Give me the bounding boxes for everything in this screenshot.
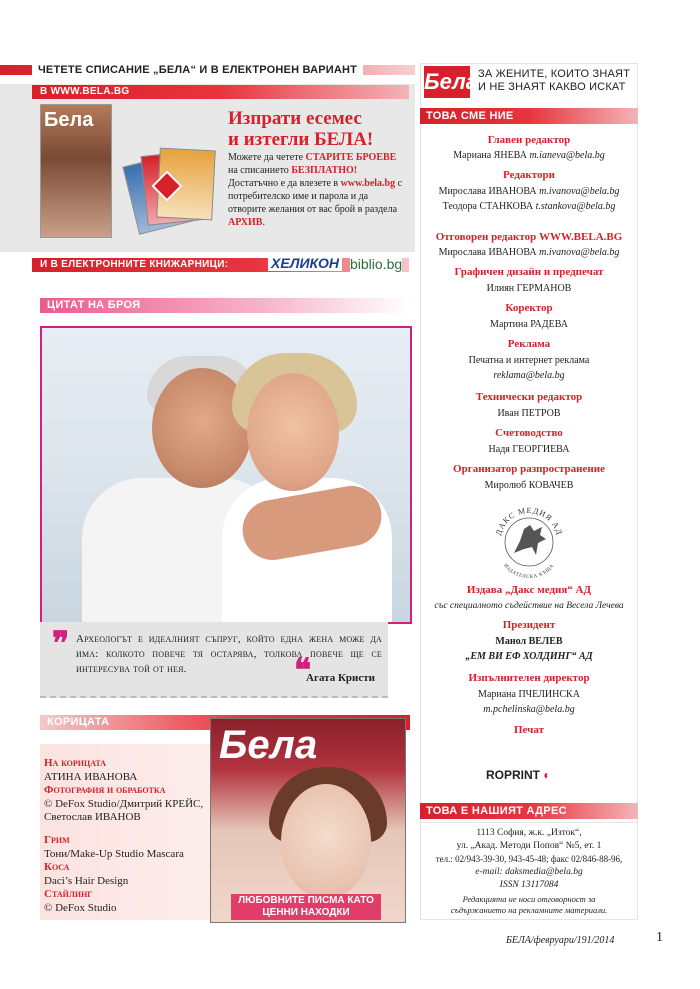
credit-value: Тони/Make-Up Studio Mascara (44, 848, 184, 860)
page-number: 1 (656, 930, 663, 945)
address-label: ТОВА Е НАШИЯТ АДРЕС (426, 805, 567, 817)
web-editor-heading: Отговорен редактор WWW.BELA.BG (435, 231, 623, 243)
credit-value: Daci’s Hair Design (44, 875, 129, 887)
president-company: „ЕМ ВИ ЕФ ХОЛДИНГ“ АД (465, 651, 593, 662)
cover-headline: ЛЮБОВНИТЕ ПИСМА КАТО ЦЕННИ НАХОДКИ (231, 894, 381, 920)
dax-logo-text: ДАКС МЕДИЯ АД (493, 505, 565, 537)
dist-heading: Организатор разпространение (453, 463, 605, 475)
editor2-line (420, 200, 638, 214)
web-label[interactable]: В WWW.BELA.BG (40, 86, 130, 97)
print-heading: Печат (514, 724, 544, 736)
sms-text-part: Можете да четете (228, 152, 306, 163)
magazine-cover-image (210, 718, 406, 923)
chief-line (420, 149, 638, 163)
biblio-logo[interactable]: biblio.bg (350, 256, 403, 272)
bela-logo: Бела (424, 66, 470, 98)
publisher-note: със специалното съдействие на Весела Лечева (434, 601, 624, 611)
chief-email[interactable]: m.ianeva@bela.bg (529, 150, 605, 161)
credit-heading: Фотография и обработка (44, 784, 166, 796)
sms-title-line2: и изтегли БЕЛА! (228, 129, 374, 150)
editor1-line (420, 185, 638, 199)
dist-name: Миролюб КОВАЧЕВ (484, 480, 574, 491)
tech-heading: Технически редактор (475, 391, 583, 403)
sms-text-part: с потребителско име и парола и да отворите желания от вас брой в раздела (228, 178, 403, 215)
team-label: ТОВА СМЕ НИЕ (426, 110, 514, 122)
ads-heading: Реклама (507, 338, 551, 350)
web-editor-email[interactable]: m.ivanova@bela.bg (539, 247, 620, 258)
credit-value: © DeFox Studio/Дмитрий КРЕЙС, Светослав ИВАНОВ (44, 798, 204, 823)
stores-label: И В ЕЛЕКТРОННИТЕ КНИЖАРНИЦИ: (40, 259, 229, 270)
chief-name: Мариана ЯНЕВА (453, 150, 530, 161)
editor2-email[interactable]: t.stankova@bela.bg (535, 201, 616, 212)
president-name: Манол ВЕЛЕВ (495, 636, 563, 647)
design-heading: Графичен дизайн и предпечат (454, 266, 604, 278)
credit-value: © DeFox Studio (44, 902, 117, 914)
address-line2: ул. „Акад. Методи Попов“ №5, ет. 1 (456, 841, 602, 851)
editor1-email[interactable]: m.ivanova@bela.bg (539, 186, 620, 197)
quote-text: Археологът е идеалният съпруг, който една жена може да има: колкото повече тя остарява, толкова повече ще се интересува той от нея. (76, 633, 382, 675)
couple-photo (40, 326, 412, 624)
quote-open-icon: ❞ (52, 625, 70, 661)
acc-heading: Счетоводство (495, 427, 563, 439)
ebook-title: ЧЕТЕТЕ СПИСАНИЕ „БЕЛА“ И В ЕЛЕКТРОНЕН ВАРИАНТ (32, 64, 363, 76)
sms-text-part: Достатъчно е да влезете в (228, 178, 341, 189)
editors-heading: Редактори (503, 169, 555, 181)
disclaimer: Редакцията не носи отговорност за съдържанието на рекламните материали. (450, 894, 608, 915)
web-editor-name: Мирослава ИВАНОВА (438, 247, 540, 258)
exec-heading: Изпълнителен директор (468, 672, 590, 684)
ads-email[interactable]: reklama@bela.bg (493, 370, 565, 381)
design-name: Илиян ГЕРМАНОВ (486, 283, 572, 294)
sms-old-issues: СТАРИТЕ БРОЕВЕ (305, 152, 397, 163)
chief-heading: Главен редактор (487, 134, 571, 146)
acc-name: Надя ГЕОРГИЕВА (488, 444, 570, 455)
quote-close-icon: ❝ (294, 652, 312, 688)
credit-heading: Стайлинг (44, 888, 93, 900)
credit-heading: Грим (44, 834, 70, 846)
pegasus-icon (514, 525, 546, 555)
address-issn: ISSN 13117084 (499, 880, 559, 890)
sms-archive: АРХИВ (228, 217, 263, 228)
sms-site-link[interactable]: www.bela.bg (340, 178, 396, 189)
address-email[interactable]: e-mail: daksmedia@bela.bg (475, 867, 583, 877)
editor1-name: Мирослава ИВАНОВА (438, 186, 540, 197)
sms-text-part: на списанието (228, 165, 292, 176)
ads-line1: Печатна и интернет реклама (468, 355, 590, 366)
publisher-heading: Издава „Дакс медия“ АД (466, 584, 592, 596)
footer-issue: БЕЛА/февруари/191/2014 (506, 935, 615, 946)
roprint-mark-icon: ◐ (543, 768, 551, 782)
proof-name: Мартина РАДЕВА (490, 319, 568, 330)
proof-heading: Коректор (505, 302, 553, 314)
ebook-cover-image (40, 104, 112, 238)
cover-section-label: КОРИЦАТА (47, 716, 110, 728)
dax-media-logo (490, 503, 568, 581)
exec-name: Мариана ПЧЕЛИНСКА (478, 689, 580, 700)
sms-text (228, 151, 408, 229)
credit-value: АТИНА ИВАНОВА (44, 771, 138, 783)
quote-section-label: ЦИТАТ НА БРОЯ (47, 299, 141, 311)
exec-email[interactable]: m.pchelinska@bela.bg (483, 704, 575, 715)
credit-heading: На корицата (44, 757, 107, 769)
sms-text-part: . (262, 217, 265, 228)
editor2-name: Теодора СТАНКОВА (442, 201, 536, 212)
helikon-logo[interactable]: ХЕЛИКОН (268, 255, 342, 271)
tagline: ЗА ЖЕНИТЕ, КОИТО ЗНАЯТ И НЕ ЗНАЯТ КАКВО ИСКАТ (478, 68, 631, 93)
cover-logo: Бела (44, 109, 94, 131)
cover-stack-image (130, 145, 220, 235)
roprint-logo (486, 768, 551, 782)
president-heading: Президент (502, 619, 556, 631)
cover-logo: Бела (219, 723, 318, 767)
credit-heading: Коса (44, 861, 70, 873)
address-line1: 1113 София, ж.к. „Изток“, (476, 828, 582, 838)
tech-name: Иван ПЕТРОВ (497, 408, 561, 419)
web-editor-line (420, 246, 638, 260)
roprint-logo-text: ROPRINT (486, 768, 540, 782)
sms-title-line1: Изпрати есемес (228, 108, 362, 129)
dax-logo-sub: ИЗДАТЕЛСКА КЪЩА (502, 563, 556, 581)
quote-author: Агата Кристи (306, 672, 375, 684)
address-phone: тел.: 02/943-39-30, 943-45-48; факс 02/846-88-96, (435, 854, 623, 864)
sms-free: БЕЗПЛАТНО! (291, 165, 358, 176)
sms-title (228, 108, 373, 150)
